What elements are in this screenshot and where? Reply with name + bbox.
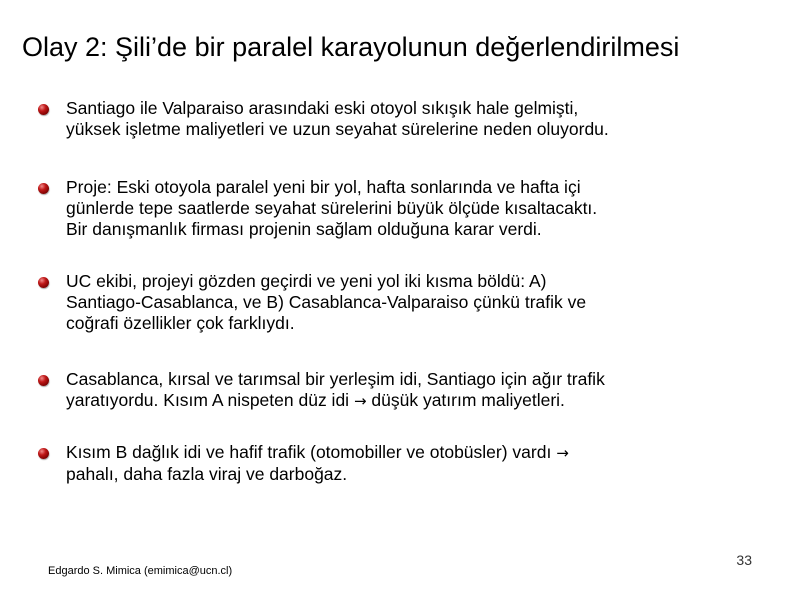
bullet-icon	[38, 183, 49, 194]
bullet-icon	[38, 375, 49, 386]
bullet-text-part: pahalı, daha fazla viraj ve darboğaz.	[66, 464, 348, 484]
bullet-text: Santiago ile Valparaiso arasındaki eski otoyol sıkışık hale gelmişti, yüksek işletme maliyetleri ve uzun seyahat sürelerine neden oluyordu.	[66, 98, 609, 139]
bullet-text: Proje: Eski otoyola paralel yeni bir yol, hafta sonlarında ve hafta içi günlerde tepe saatlerde seyahat sürelerini büyük ölçüde kısaltacaktı. Bir danışmanlık firması projenin sağlam olduğuna karar verdi.	[66, 177, 598, 239]
footer-author: Edgardo S. Mimica (emimica@ucn.cl)	[48, 565, 233, 577]
bullet-text	[66, 442, 766, 485]
slide-title: Olay 2: Şili’de bir paralel karayolunun değerlendirilmesi	[22, 32, 680, 62]
bullet-text-part: Casablanca, kırsal ve tarımsal bir yerleşim idi, Santiago için ağır trafik yaratıyordu. Kısım A nispeten düz idi	[66, 369, 605, 410]
bullet-text-part: Kısım B dağlık idi ve hafif trafik (otomobiller ve otobüsler) vardı	[66, 442, 557, 462]
bullet-text	[66, 369, 766, 412]
right-arrow-icon: →	[556, 444, 569, 462]
bullet-icon	[38, 448, 49, 459]
bullet-text: UC ekibi, projeyi gözden geçirdi ve yeni yol iki kısma böldü: A) Santiago-Casablanca, ve B) Casablanca-Valparaiso çünkü trafik ve coğrafi özellikler çok farklıydı.	[66, 271, 587, 333]
page-number: 33	[736, 552, 752, 568]
bullet-text-part: düşük yatırım maliyetleri.	[366, 390, 565, 410]
bullet-icon	[38, 104, 49, 115]
right-arrow-icon: →	[353, 392, 367, 410]
bullet-icon	[38, 277, 49, 288]
